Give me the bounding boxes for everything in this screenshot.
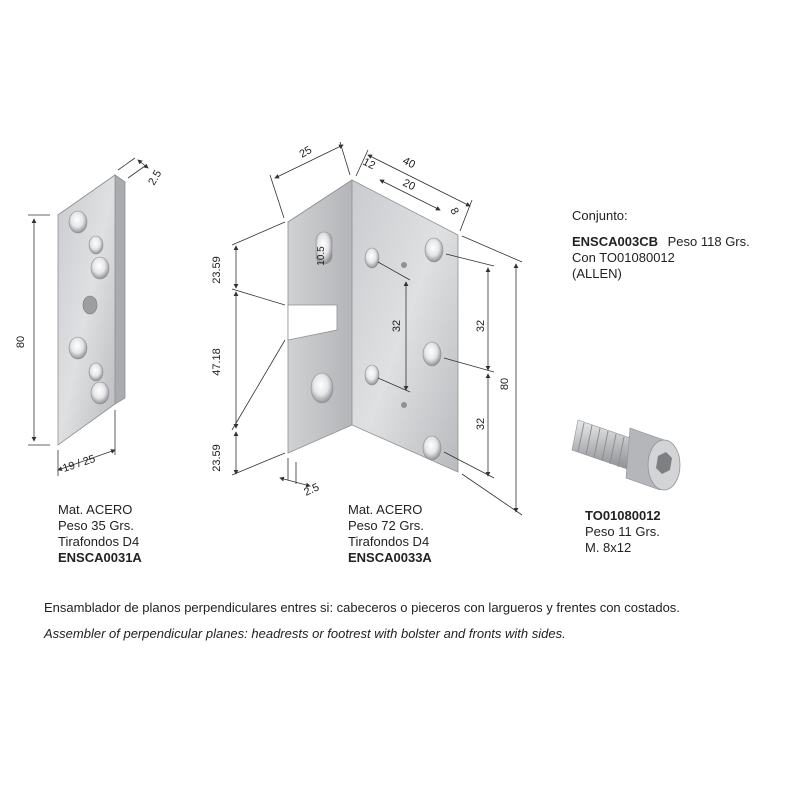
dim-bracket-right-80: 80 bbox=[499, 377, 511, 391]
part-31-info bbox=[58, 502, 142, 566]
dim-bracket-inner: 32 bbox=[391, 319, 403, 333]
part-33-code bbox=[348, 550, 432, 566]
dim-bracket-left-top: 23.59 bbox=[211, 256, 223, 284]
dim-bracket-slot: 10.5 bbox=[316, 246, 327, 266]
set-heading: Conjunto: bbox=[572, 208, 628, 223]
dim-bracket-left-bot: 23.59 bbox=[211, 444, 223, 472]
dim-plate-holes: 19 / 25 bbox=[61, 453, 97, 475]
description-en: Assembler of perpendicular planes: headrests or footrest with bolster and fronts with sides. bbox=[44, 626, 566, 641]
screw-to01080012 bbox=[572, 420, 680, 490]
set-info bbox=[572, 208, 750, 282]
dim-bracket-right-32b: 32 bbox=[475, 417, 487, 431]
screw-code-text: TO01080012 bbox=[585, 508, 661, 523]
part-33-weight: Peso 72 Grs. bbox=[348, 518, 424, 533]
dim-bracket-8: 8 bbox=[447, 205, 461, 217]
part-33-info bbox=[348, 502, 432, 566]
set-weight: Peso 118 Grs. bbox=[667, 234, 750, 249]
dim-bracket-20: 20 bbox=[400, 176, 418, 194]
dim-bracket-right-32a: 32 bbox=[475, 319, 487, 333]
bracket-ensca0033a bbox=[288, 180, 461, 472]
part-33-screws: Tirafondos D4 bbox=[348, 534, 430, 549]
dim-plate-length: 80 bbox=[15, 335, 27, 349]
dim-plate-thickness: 2.5 bbox=[146, 168, 165, 188]
dim-bracket-left-mid: 47.18 bbox=[211, 348, 223, 376]
dim-bracket-40: 40 bbox=[400, 154, 418, 172]
part-31-code bbox=[58, 550, 142, 566]
set-line bbox=[572, 234, 750, 250]
screw-weight: Peso 11 Grs. bbox=[585, 524, 660, 539]
set-code: ENSCA003CB bbox=[572, 234, 658, 249]
screw-code bbox=[585, 508, 661, 524]
part-31-code-text: ENSCA0031A bbox=[58, 550, 142, 565]
part-31-screws: Tirafondos D4 bbox=[58, 534, 140, 549]
part-33-material: Mat. ACERO bbox=[348, 502, 423, 517]
screw-info bbox=[585, 508, 661, 556]
part-33-code-text: ENSCA0033A bbox=[348, 550, 432, 565]
screw-size: M. 8x12 bbox=[585, 540, 632, 555]
dim-bracket-thickness: 2.5 bbox=[302, 481, 322, 499]
part-31-weight: Peso 35 Grs. bbox=[58, 518, 134, 533]
plate-ensca0031a bbox=[58, 175, 125, 445]
dim-bracket-25: 25 bbox=[297, 144, 315, 161]
dim-bracket-12: 12 bbox=[360, 155, 378, 173]
part-31-material: Mat. ACERO bbox=[58, 502, 133, 517]
set-allen: (ALLEN) bbox=[572, 266, 622, 281]
description-es: Ensamblador de planos perpendiculares entres si: cabeceros o pieceros con largueros y frentes con costados. bbox=[44, 600, 680, 615]
set-with: Con TO01080012 bbox=[572, 250, 675, 265]
